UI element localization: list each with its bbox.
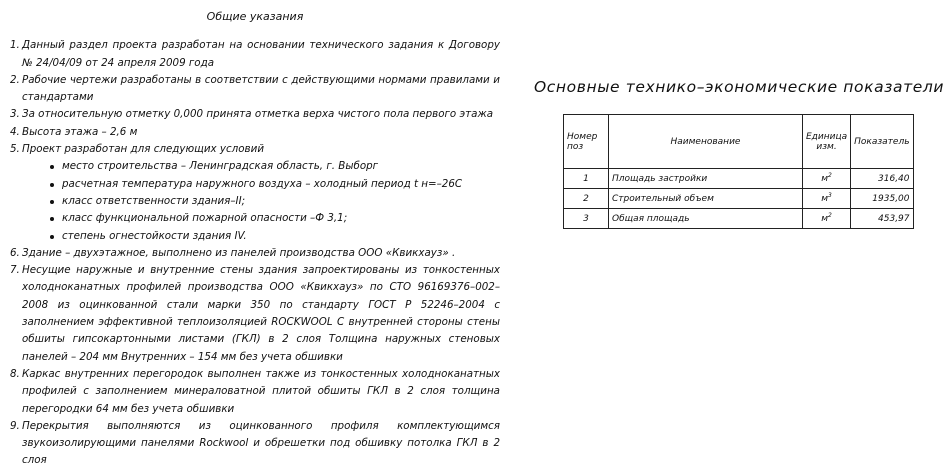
cell-value: 453,97	[851, 209, 913, 229]
condition-item: степень огнестойкости здания IV.	[50, 228, 500, 245]
note-text: За относительную отметку 0,000 принята отметка верха чистого пола первого этажа	[22, 108, 494, 121]
note-item-3	[10, 106, 500, 123]
note-text: Высота этажа – 2,6 м	[22, 125, 138, 138]
conditions-list	[22, 158, 500, 244]
note-number: 4.	[10, 125, 20, 138]
cell-name: Строительный объем	[609, 189, 803, 209]
note-number: 3.	[10, 108, 20, 121]
condition-item: место строительства – Ленинградская область, г. Выборг	[50, 158, 500, 175]
note-text: Перекрытия выполняются из оцинкованного профиля комплектующимся звукоизолирующими панелями Rockwool и обрешетки под обшивку потолка ГКЛ в 2 слоя	[22, 419, 500, 467]
unit-exponent: 2	[828, 171, 832, 179]
unit-exponent: 3	[828, 191, 832, 199]
note-item-2	[10, 72, 500, 107]
table-row	[564, 209, 914, 229]
note-item-6	[10, 245, 500, 262]
cell-value: 316,40	[851, 169, 913, 189]
table-header-row	[564, 115, 914, 169]
cell-name: Площадь застройки	[609, 169, 803, 189]
header-text: изм.	[816, 141, 837, 152]
cell-number: 3	[564, 209, 609, 229]
unit-text: м	[821, 193, 829, 204]
note-text: Несущие наружные и внутренние стены здания запроектированы из тонкостенных холодноканатных профилей производства ООО «Квикхауз» по СТО 96169376–002–2008 из оцинкованной стали марки 350 по стандарту ГОСТ Р 52246–2004 с заполнением эффективной теплоизоляцией ROCKWOOL С внутренней стороны стены обшиты гипсокартонными листами (ГКЛ) в 2 слоя Толщина наружных стеновых панелей – 204 мм Внутренних – 154 мм без учета обшивки	[22, 264, 500, 363]
note-number: 6.	[10, 246, 20, 259]
note-number: 7.	[10, 264, 20, 277]
indicators-table	[563, 114, 914, 229]
cell-name: Общая площадь	[609, 209, 803, 229]
unit-text: м	[821, 173, 829, 184]
header-name: Наименование	[609, 115, 803, 169]
header-unit	[803, 115, 851, 169]
notes-title: Общие указания	[206, 10, 304, 23]
note-text: Каркас внутренних перегородок выполнен также из тонкостенных холодноканатных профилей с заполнением минераловатной плитой обшиты ГКЛ в 2 слоя толщина перегородки 64 мм без учета обшивки	[22, 367, 500, 415]
note-item-7	[10, 262, 500, 366]
note-number: 8.	[10, 367, 20, 380]
note-text: Проект разработан для следующих условий	[22, 143, 265, 156]
cell-unit	[803, 189, 851, 209]
note-number: 5.	[10, 143, 20, 156]
indicators-title: Основные технико–экономические показатели	[534, 78, 945, 96]
cell-unit	[803, 209, 851, 229]
note-number: 9.	[10, 419, 20, 432]
header-position-number	[564, 115, 609, 169]
header-text: Номер	[567, 131, 598, 142]
note-number: 2.	[10, 73, 20, 86]
note-item-1	[10, 37, 500, 72]
unit-text: м	[821, 213, 829, 224]
unit-exponent: 2	[828, 211, 832, 219]
note-text: Рабочие чертежи разработаны в соответствии с действующими нормами правилами и стандартами	[22, 73, 500, 104]
note-item-8	[10, 366, 500, 418]
note-item-5	[10, 141, 500, 245]
cell-number: 1	[564, 169, 609, 189]
notes-list	[10, 37, 500, 469]
note-number: 1.	[10, 39, 20, 52]
cell-unit	[803, 169, 851, 189]
cell-value: 1935,00	[851, 189, 913, 209]
note-item-4	[10, 124, 500, 141]
header-text: Единица	[806, 131, 848, 142]
table-row	[564, 189, 914, 209]
header-text: поз	[567, 141, 584, 152]
general-notes	[10, 8, 500, 470]
note-text: Здание – двухэтажное, выполнено из панелей производства ООО «Квикхауз» .	[22, 246, 456, 259]
condition-item: расчетная температура наружного воздуха – холодный период t н=–26С	[50, 176, 500, 193]
note-item-9	[10, 418, 500, 470]
header-value: Показатель	[851, 115, 913, 169]
condition-item: класс функциональной пожарной опасности –Ф 3,1;	[50, 210, 500, 227]
note-text: Данный раздел проекта разработан на основании технического задания к Договору № 24/04/09 от 24 апреля 2009 года	[22, 39, 500, 69]
table-row	[564, 169, 914, 189]
condition-item: класс ответственности здания–II;	[50, 193, 500, 210]
cell-number: 2	[564, 189, 609, 209]
